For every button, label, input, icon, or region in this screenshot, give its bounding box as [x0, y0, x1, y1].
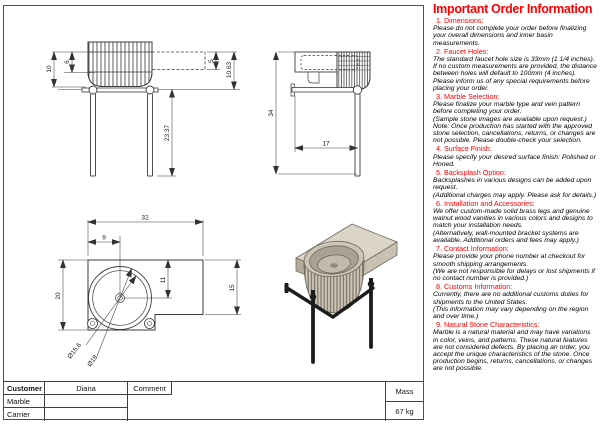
section-heading: 6. Installation and Accessories:	[436, 198, 535, 208]
iso-3d-view	[285, 224, 398, 362]
leg-joint-right	[146, 86, 154, 94]
section-paragraph: Note: Once production has started with the approved stone selection, cancellations, returns, or changes are not possible. Please double-check your selection.	[433, 122, 596, 145]
customer-label: Customer	[3, 382, 45, 395]
dim-label: 5	[208, 59, 215, 63]
leg-joint-left	[89, 86, 97, 94]
section-paragraph: (Alternatively, wall-mounted bracket systems are available. Additional orders and fees may apply.)	[433, 229, 579, 244]
leg-joint-side	[353, 86, 361, 94]
info-section-stone-characteristics	[433, 321, 597, 372]
section-paragraph: If no custom measurements are provided, the distance between holes will default to 100mm (4 inches).	[433, 63, 597, 78]
section-heading: 5. Backsplash Option:	[436, 168, 506, 178]
drain-3d	[330, 263, 338, 267]
section-heading: 8. Customs Information:	[436, 282, 513, 292]
section-paragraph: Please provide your phone number at checkout for smooth shipping arrangements.	[433, 253, 586, 268]
section-paragraph: (Additional charges may apply. Please ask for details.)	[433, 191, 597, 199]
section-paragraph: Please do not complete your order before finalizing your overall dimensions and inner basin measurements.	[433, 25, 587, 47]
section-paragraph: Please finalize your marble type and vein pattern before completing your order.	[433, 101, 580, 116]
info-section-contact	[433, 245, 597, 282]
info-section-installation	[433, 200, 597, 244]
carrier-value	[45, 408, 128, 421]
order-information-panel	[433, 2, 597, 373]
dim-label: 34	[268, 109, 275, 117]
hidden-slab-front	[152, 52, 205, 70]
drain-side	[308, 72, 319, 83]
info-section-surface-finish	[433, 145, 597, 168]
section-heading: 7. Contact Information:	[436, 244, 509, 254]
info-section-faucet-holes	[433, 48, 597, 92]
section-paragraph: Backsplashes in various designs can be added upon request.	[433, 177, 592, 192]
section-heading: 2. Faucet Holes:	[436, 46, 489, 56]
dim-label: 11	[160, 276, 167, 284]
section-paragraph: (We are not responsible for delays or lost shipments if no contact number is provided.)	[433, 267, 595, 282]
bracket-bar-side	[292, 88, 360, 93]
carrier-label: Carrier	[3, 408, 45, 421]
section-heading: 3. Marble Selection:	[436, 92, 500, 102]
dim-label: 6	[64, 60, 71, 64]
fluted-basin-side	[337, 52, 370, 90]
section-heading: 4. Surface Finish:	[436, 144, 492, 154]
dim-label: 9	[102, 234, 106, 242]
dim-label: 10	[46, 65, 53, 73]
mass-label: Mass	[385, 382, 423, 402]
mass-value: 67 kg	[385, 402, 423, 421]
dim-label: 20	[55, 292, 62, 300]
dim-label: 10.63	[226, 61, 233, 79]
info-section-backsplash	[433, 169, 597, 199]
title-block	[3, 381, 424, 420]
customer-value: Diana	[45, 382, 128, 395]
marble-value	[45, 395, 128, 408]
foot-circle-right	[145, 319, 155, 329]
info-panel-title: Important Order Information	[433, 2, 593, 16]
dim-label: 15	[229, 284, 236, 292]
section-heading: 9. Natural Stone Characteristics:	[436, 320, 540, 330]
marble-label: Marble	[3, 395, 45, 408]
info-section-customs	[433, 283, 597, 320]
info-section-marble-selection	[433, 93, 597, 144]
section-heading: 1. Dimensions:	[436, 16, 484, 25]
dim-label: 23.37	[164, 124, 171, 142]
section-paragraph: Please inform us of any special requirements before placing your order.	[433, 77, 590, 92]
section-paragraph: (This information may vary depending on the region and over time.)	[433, 305, 589, 320]
side-view	[291, 52, 370, 176]
section-paragraph: (Sample stone images are available upon request.)	[433, 115, 587, 123]
fluted-basin-front	[88, 42, 152, 87]
section-paragraph: Please specify your desired surface finish: Polished or Honed.	[433, 153, 596, 168]
info-section-dimensions	[433, 17, 597, 47]
dim-label: Ø18	[86, 354, 100, 369]
dim-label: 17	[322, 140, 330, 148]
comment-label: Comment	[128, 382, 172, 395]
dim-label: Ø15.6	[66, 341, 84, 361]
section-paragraph: Currently, there are no additional customs duties for shipments to the United States.	[433, 291, 589, 306]
plan-view	[88, 260, 204, 330]
section-paragraph: The standard faucet hole size is 33mm (1 1/4 inches).	[433, 56, 595, 64]
dim-label: 32	[141, 214, 149, 222]
foot-circle-left	[88, 319, 98, 329]
section-paragraph: Marble is a natural material and may have variations in color, veins, and patterns. These natural features are not considered defects. By placing an order, you accept the unique characteristics of the stone. Once production begins, returns, cancellations, or changes are not possible.	[433, 329, 593, 373]
section-paragraph: We offer custom-made solid brass legs and genuine walnut wood vanities in various colors and designs to match your installation needs.	[433, 208, 593, 230]
